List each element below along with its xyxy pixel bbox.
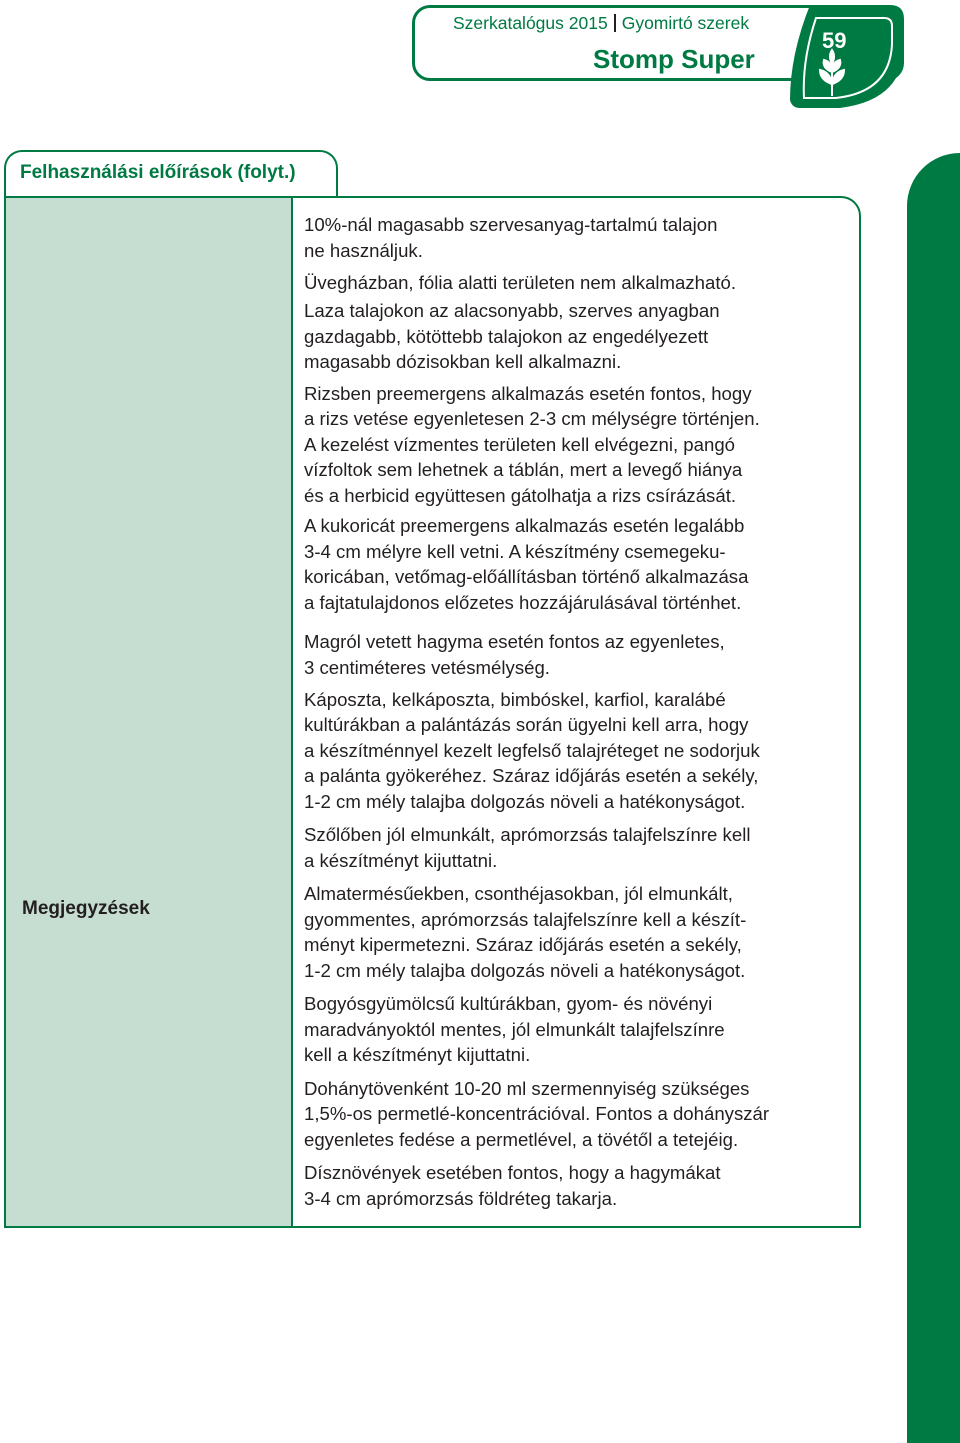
text-line: kultúrákban a palántázás során ügyelni kell arra, hogy xyxy=(304,714,749,735)
text-line: magasabb dózisokban kell alkalmazni. xyxy=(304,351,622,372)
note-paragraph xyxy=(304,687,856,815)
text-line: a palánta gyökeréhez. Száraz időjárás esetén a sekély, xyxy=(304,765,759,786)
text-line: 3-4 cm aprómorzsás földréteg takarja. xyxy=(304,1187,618,1209)
text-line: egyenletes fedése a permetlével, a tövétől a tetejéig. xyxy=(304,1128,739,1150)
notes-content xyxy=(304,212,856,1218)
note-paragraph xyxy=(304,1160,856,1211)
note-paragraph xyxy=(304,513,856,615)
text-line: 1-2 cm mély talajba dolgozás növeli a hatékonyságot. xyxy=(304,959,746,981)
catalog-name: Szerkatalógus 2015 xyxy=(453,13,608,33)
note-paragraph xyxy=(304,212,856,263)
text-line: A kezelést vízmentes területen kell elvégezni, pangó xyxy=(304,433,736,455)
text-line: 1,5%-os permetlé-koncentrációval. Fontos a dohányszár xyxy=(304,1103,770,1124)
header-catalog-line xyxy=(453,13,749,34)
row-label-cell xyxy=(6,198,293,1226)
text-line: Káposzta, kelkáposzta, bimbóskel, karfiol, karalábé xyxy=(304,688,726,710)
side-color-strip xyxy=(907,153,960,1443)
text-line: Magról vetett hagyma esetén fontos az egyenletes, xyxy=(304,631,725,652)
text-line: 10%-nál magasabb szervesanyag-tartalmú talajon xyxy=(304,214,718,235)
text-line: Szőlőben jól elmunkált, aprómorzsás talajfelszínre kell xyxy=(304,824,751,845)
text-line: Bogyósgyümölcsű kultúrákban, gyom- és növényi xyxy=(304,993,713,1014)
note-paragraph xyxy=(304,629,856,680)
text-line: kell a készítményt kijuttatni. xyxy=(304,1044,531,1065)
note-paragraph xyxy=(304,381,856,509)
text-line: a készítménnyel kezelt legfelső talajréteget ne sodorjuk xyxy=(304,739,760,761)
note-paragraph xyxy=(304,822,856,873)
text-line: gyommentes, aprómorzsás talajfelszínre kell a készít- xyxy=(304,908,747,930)
text-line: 3-4 cm mélyre kell vetni. A készítmény csemegeku- xyxy=(304,540,726,562)
note-paragraph xyxy=(304,298,856,375)
note-paragraph xyxy=(304,270,856,296)
note-paragraph xyxy=(304,1076,856,1153)
text-line: maradványoktól mentes, jól elmunkált talajfelszínre xyxy=(304,1018,725,1040)
text-line: gazdagabb, kötöttebb talajokon az engedélyezett xyxy=(304,325,709,347)
header-separator xyxy=(614,14,616,32)
product-title: Stomp Super xyxy=(593,44,755,74)
text-line: a fajtatulajdonos előzetes hozzájárulásával történhet. xyxy=(304,591,742,613)
text-line: Almatermésűekben, csonthéjasokban, jól elmunkált, xyxy=(304,883,733,904)
text-line: a készítményt kijuttatni. xyxy=(304,849,498,871)
text-line: Dísznövények esetében fontos, hogy a hagymákat xyxy=(304,1162,721,1183)
text-line: a rizs vetése egyenletesen 2-3 cm mélységre történjen. xyxy=(304,408,760,429)
text-line: Üvegházban, fólia alatti területen nem alkalmazható. xyxy=(304,271,737,293)
text-line: Laza talajokon az alacsonyabb, szerves anyagban xyxy=(304,300,720,321)
text-line: ményt kipermetezni. Száraz időjárás esetén a sekély, xyxy=(304,934,742,955)
text-line: koricában, vetőmag-előállításban történő alkalmazása xyxy=(304,566,749,587)
text-line: A kukoricát preemergens alkalmazás esetén legalább xyxy=(304,515,745,536)
note-paragraph xyxy=(304,881,856,983)
text-line: vízfoltok sem lehetnek a táblán, mert a levegő hiánya xyxy=(304,459,743,480)
text-line: Dohánytövenként 10-20 ml szermennyiség szükséges xyxy=(304,1077,750,1099)
row-label: Megjegyzések xyxy=(22,898,150,919)
page-badge xyxy=(780,0,908,112)
section-title: Felhasználási előírások (folyt.) xyxy=(20,162,296,183)
text-line: és a herbicid együttesen gátolhatja a rizs csírázását. xyxy=(304,484,737,506)
page-number: 59 xyxy=(822,28,847,53)
text-line: 1-2 cm mély talajba dolgozás növeli a hatékonyságot. xyxy=(304,790,746,812)
category-name: Gyomirtó szerek xyxy=(621,13,750,33)
text-line: ne használjuk. xyxy=(304,239,423,261)
text-line: Rizsben preemergens alkalmazás esetén fontos, hogy xyxy=(304,382,752,404)
note-paragraph xyxy=(304,991,856,1068)
text-line: 3 centiméteres vetésmélység. xyxy=(304,656,550,678)
